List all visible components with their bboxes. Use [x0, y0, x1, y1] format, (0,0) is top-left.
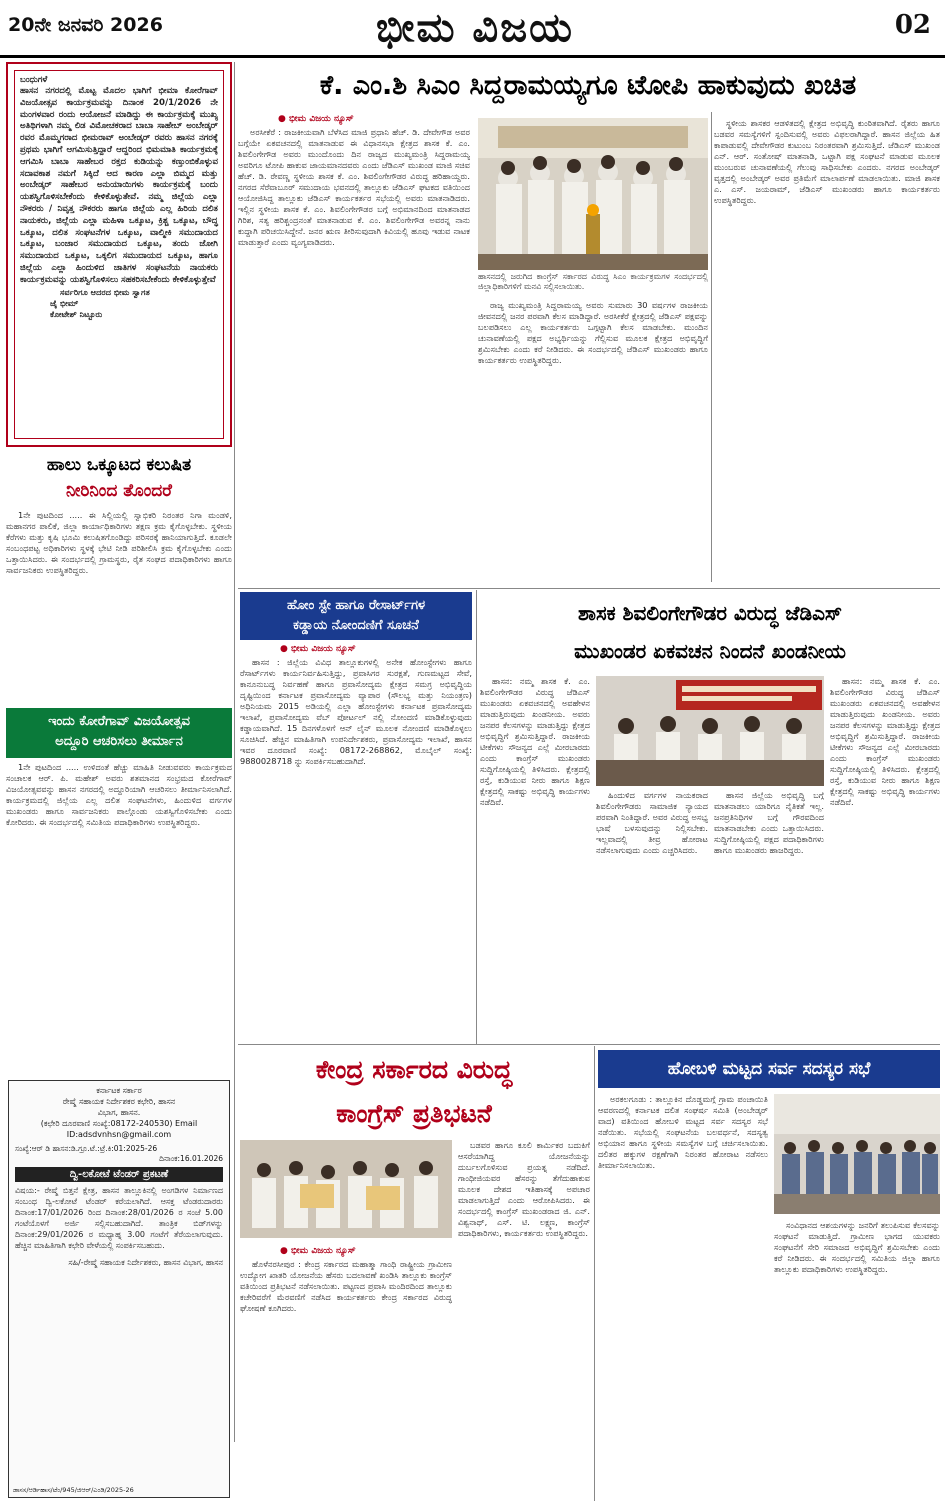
hobli-story-col1 — [598, 1094, 768, 1498]
section-divider — [238, 1044, 940, 1045]
main-col1-text: ಅರಸೀಕೆರೆ : ರಾಜಕೀಯವಾಗಿ ಬೆಳೆಸಿದ ಮಾಜಿ ಪ್ರಧಾನಿ ಹೆಚ್. ಡಿ. ದೇವೇಗೌಡ ಅವರ ಬಗ್ಗೆಯೇ ಏಕವಚನದಲ್ಲಿ ಮಾತನಾಡುವ ಈ ವಿಧಾನಸಭಾ ಕ್ಷೇತ್ರದ ಶಾಸಕ ಕೆ. ಎಂ. ಶಿವಲಿಂಗೇಗೌಡ ಅವರು ಮುಂದೊಂದು ದಿನ ರಾಜ್ಯದ ಮುಖ್ಯಮಂತ್ರಿ ಸಿದ್ದರಾಮಯ್ಯ ಅವರಿಗೂ ಟೋಪಿ ಹಾಕುವ ಜಾಯಮಾನದವರು ಎಂದು ಜೆಡಿಎಸ್ ಮುಖಂಡ ಮಾಜಿ ಸಚಿವ ಹೆಚ್. ಡಿ. ರೇವಣ್ಣ ಸ್ಥಳೀಯ ಶಾಸಕ ಕೆ. ಎಂ. ಶಿವಲಿಂಗೇಗೌಡರ ವಿರುದ್ಧ ಹರಿಹಾಯ್ದರು. ನಗರದ ಸೆರೆವಾಬೂರ್ ಸಮುದಾಯ ಭವನದಲ್ಲಿ ತಾಲ್ಲೂಕು ಜೆಡಿಎಸ್ ಘಟಕದ ವತಿಯಿಂದ ಆಯೋಜಿಸಿದ್ದ ತಾಲ್ಲೂಕು ಜೆಡಿಎಸ್ ಕಾರ್ಯಕರ್ತರ ಸಭೆಯಲ್ಲಿ ಅವರು ಮಾತನಾಡಿದರು. ಇಲ್ಲಿನ ಸ್ಥಳೀಯ ಶಾಸಕ ಕೆ. ಎಂ. ಶಿವಲಿಂಗೇಗೌಡರ ಬಗ್ಗೆ ಅಭಿಮಾನದಿಂದ ಮಾತನಾಡದ ಗಿರಿಶ, ಸತ್ಯ ಹರಿಶ್ಚಂದ್ರನಂತೆ ಮಾತನಾಡುವ ಕೆ. ಎಂ. ಶಿವಲಿಂಗೇಗೌಡ ಅವರನ್ನ ನಾನು ಕುದ್ದಾಗಿ ಪರಿಚಯಿಸಿದ್ದೇನೆ. ಜನರ ಋಣ ತೀರಿಸುವುದಾಗಿ ಕಿವಿಯಲ್ಲಿ ಹೂವು ಇಡುವ ನಾಟಕ ಮಾಡುತ್ತಾರೆ ಎಂದು ವ್ಯಂಗ್ಯವಾಡಿದರು. — [238, 127, 470, 247]
page-number: 02 — [894, 10, 931, 40]
tender-org-line3: ವಿಭಾಗ, ಹಾಸನ. — [97, 1108, 141, 1117]
tender-org-line1: ಕರ್ನಾಟಕ ಸರ್ಕಾರ — [96, 1086, 142, 1095]
homestay-byline: ● ಭೀಮ ವಿಜಯ ನ್ಯೂಸ್ — [280, 644, 356, 654]
tender-org-line2: ರೇಷ್ಮೆ ಸಹಾಯಕ ನಿರ್ದೇಶಕರ ಕಛೇರಿ, ಹಾಸನ — [62, 1097, 176, 1106]
hobli-col1-text: ಅರಕಲಗೂಡು : ತಾಲ್ಲೂಕಿನ ದೊಡ್ಡಮಗ್ಗೆ ಗ್ರಾಮ ಪಂಚಾಯಿತಿ ಆವರಣದಲ್ಲಿ ಕರ್ನಾಟಕ ದಲಿತ ಸಂಘರ್ಷ ಸಮಿತಿ (ಅಂಬೇಡ್ಕರ್ ವಾದ) ವತಿಯಿಂದ ಹೋಬಳಿ ಮಟ್ಟದ ಸರ್ವ ಸದಸ್ಯರ ಸಭೆ ನಡೆಯಿತು. ಸಭೆಯಲ್ಲಿ ಸಂಘಟನೆಯ ಬಲವರ್ಧನೆ, ಸದಸ್ಯತ್ವ ಅಭಿಯಾನ ಹಾಗೂ ಸ್ಥಳೀಯ ಸಮಸ್ಯೆಗಳ ಬಗ್ಗೆ ಚರ್ಚಿಸಲಾಯಿತು. ದಲಿತರ ಹಕ್ಕುಗಳ ರಕ್ಷಣೆಗಾಗಿ ನಿರಂತರ ಹೋರಾಟ ನಡೆಸಲು ತೀರ್ಮಾನಿಸಲಾಯಿತು. — [598, 1094, 768, 1170]
protest-photo-illustration — [240, 1140, 452, 1238]
hobli-headline-text: ಹೋಬಳಿ ಮಟ್ಟದ ಸರ್ವ ಸದಸ್ಯರ ಸಭೆ — [667, 1059, 871, 1079]
homestay-headline-line2: ಕಡ್ಡಾಯ ನೋಂದಣಿಗೆ ಸೂಚನೆ — [293, 618, 419, 633]
koregaon-body: 1ನೇ ಪುಟದಿಂದ ..... ಉಳಿದಂತೆ ಹೆಚ್ಚು ಮಾಹಿತಿ ನೀಡುವವರು ಕಾರ್ಯಕ್ರಮದ ಸಂಚಾಲಕ ಆರ್. ಪಿ. ಮಹೇಶ್ ಅವರು ಶತಮಾನದ ಸಂಭ್ರಮದ ಕೋರೆಗಾವ್ ವಿಜಯೋತ್ಸವವನ್ನು ಹಾಸನ ನಗರದಲ್ಲಿ ಅದ್ದೂರಿಯಾಗಿ ಆಚರಿಸಲು ತೀರ್ಮಾನಿಸಲಾಗಿದೆ. ಕಾರ್ಯಕ್ರಮದಲ್ಲಿ ಜಿಲ್ಲೆಯ ಎಲ್ಲ ದಲಿತ ಸಂಘಟನೆಗಳು, ಹಿಂದುಳಿದ ವರ್ಗಗಳ ಮುಖಂಡರು ಹಾಗೂ ಸಾರ್ವಜನಿಕರು ಪಾಲ್ಗೊಂಡು ಯಶಸ್ವಿಗೊಳಿಸಬೇಕು ಎಂದು ಕೋರಿದರು. ಈ ಸಂದರ್ಭದಲ್ಲಿ ಸಮಿತಿಯ ಪದಾಧಿಕಾರಿಗಳು ಉಪಸ್ಥಿತರಿದ್ದರು. — [6, 762, 232, 827]
notice-salutation: ಬಂಧುಗಳೆ — [20, 75, 48, 85]
main-story-photo — [478, 118, 708, 270]
homestay-headline-line1: ಹೋಂ ಸ್ಟೇ ಹಾಗೂ ರೇಸಾರ್ಟ್‌ಗಳ — [286, 598, 426, 613]
main-story-col2 — [478, 300, 708, 582]
hobli-col2-text: ಸಂವಿಧಾನದ ಆಶಯಗಳನ್ನು ಜನರಿಗೆ ತಲುಪಿಸುವ ಕೆಲಸವನ್ನು ಸಂಘಟನೆ ಮಾಡುತ್ತಿದೆ. ಗ್ರಾಮೀಣ ಭಾಗದ ಯುವಕರು ಸಂಘಟನೆಗೆ ಸೇರಿ ಸಮಾಜದ ಅಭಿವೃದ್ಧಿಗೆ ಶ್ರಮಿಸಬೇಕು ಎಂದು ಕರೆ ನೀಡಿದರು. ಈ ಸಂದರ್ಭದಲ್ಲಿ ಸಮಿತಿಯ ಜಿಲ್ಲಾ ಹಾಗೂ ತಾಲ್ಲೂಕು ಪದಾಧಿಕಾರಿಗಳು ಉಪಸ್ಥಿತರಿದ್ದರು. — [774, 1220, 940, 1274]
mla-col3-text: ಹಾಸನ ಜಿಲ್ಲೆಯ ಅಭಿವೃದ್ಧಿ ಬಗ್ಗೆ ಮಾತನಾಡಲು ಯಾರಿಗೂ ನೈತಿಕತೆ ಇಲ್ಲ. ಜನಪ್ರತಿನಿಧಿಗಳ ಬಗ್ಗೆ ಗೌರವದಿಂದ ಮಾತನಾಡಬೇಕು ಎಂದು ಒತ್ತಾಯಿಸಿದರು. ಸುದ್ದಿಗೋಷ್ಠಿಯಲ್ಲಿ ಪಕ್ಷದ ಪದಾಧಿಕಾರಿಗಳು ಹಾಗೂ ಮುಖಂಡರು ಹಾಜರಿದ್ದರು. — [714, 790, 824, 855]
notice-jaibhim: ಜೈ ಭೀಮ್ — [50, 297, 79, 308]
press-meet-photo-illustration — [596, 676, 824, 786]
tender-footer: ಡಾಸಸ/ಆರ್ಡಿಹಾಸ/ಟೆಂ/945/ಜಿಆರ್/ಎಂಡಿ/2025-26 — [13, 1486, 134, 1494]
mla-story-col3 — [714, 790, 824, 1042]
mla-story-photo — [596, 676, 824, 786]
protest-story-col1 — [240, 1244, 452, 1498]
koregaon-headline-banner — [6, 708, 232, 758]
protest-col2-text: ಬಡವರ ಹಾಗೂ ಕೂಲಿ ಕಾರ್ಮಿಕರ ಬದುಕಿಗೆ ಆಸರೆಯಾಗಿದ್ದ ಯೋಜನೆಯನ್ನು ದುರ್ಬಲಗೊಳಿಸುವ ಪ್ರಯತ್ನ ನಡೆದಿದೆ. ಗಾಂಧೀಜಿಯವರ ಹೆಸರನ್ನು ತೆಗೆದುಹಾಕುವ ಮೂಲಕ ದೇಶದ ಇತಿಹಾಸಕ್ಕೆ ಅಪಚಾರ ಮಾಡಲಾಗುತ್ತಿದೆ ಎಂದು ಆರೋಪಿಸಿದರು. ಈ ಸಂದರ್ಭದಲ್ಲಿ ಕಾಂಗ್ರೆಸ್ ಮುಖಂಡರಾದ ಜಿ. ಎನ್. ವಿಶ್ವನಾಥ್, ಎಸ್. ಟಿ. ಲಕ್ಷ್ಮಣ, ಕಾಂಗ್ರೆಸ್ ಪದಾಧಿಕಾರಿಗಳು, ಕಾರ್ಯಕರ್ತರು ಉಪಸ್ಥಿತರಿದ್ದರು. — [458, 1140, 590, 1238]
milk-body: 1ನೇ ಪುಟದಿಂದ ..... ಈ ಸಿಲ್ಲಿಯಲ್ಲಿ ಸ್ವಾಭಿಕರಿ ನಿರಂತರ ನಿಗಾ ಮಂಡಳಿ, ಮಹಾನಗರ ಪಾಲಿಕೆ, ಜಿಲ್ಲಾ ಕಾರ್ಯಾಧಿಕಾರಿಗಳು ತಕ್ಷಣ ಕ್ರಮ ಕೈಗೊಳ್ಳಬೇಕು. ಸ್ಥಳೀಯ ಕೆರೆಗಳು ಮತ್ತು ಕೃಷಿ ಭೂಮಿ ಕಲುಷಿತಗೊಂಡಿದ್ದು ಪರಿಸರಕ್ಕೆ ಹಾನಿಯಾಗುತ್ತಿದೆ. ಕೂಡಲೇ ಸಂಬಂಧಪಟ್ಟ ಅಧಿಕಾರಿಗಳು ಸ್ಥಳಕ್ಕೆ ಭೇಟಿ ನೀಡಿ ಪರಿಶೀಲಿಸಿ ಕ್ರಮ ಕೈಗೊಳ್ಳಬೇಕು ಎಂದು ಒತ್ತಾಯಿಸಿದರು. ಈ ಸಂದರ್ಭದಲ್ಲಿ ಗ್ರಾಮಸ್ಥರು, ರೈತ ಸಂಘದ ಪದಾಧಿಕಾರಿಗಳು ಹಾಗೂ ಸಾರ್ವಜನಿಕರು ಉಪಸ್ಥಿತರಿದ್ದರು. — [6, 510, 232, 575]
col-divider — [711, 112, 712, 582]
koregaon-story — [6, 762, 232, 1072]
notice-greeting: ಸರ್ವರಿಗೂ ಆದರದ ಭೀಮ ಸ್ವಾಗತ — [60, 286, 150, 297]
hobli-story-col2 — [774, 1220, 940, 1498]
homestay-story — [240, 642, 472, 1037]
mla-story-col4 — [830, 676, 940, 1042]
newspaper-title: ಭೀಮ ವಿಜಯ — [376, 4, 574, 51]
protest-col1-text: ಹೊಳೆನರಸೀಪುರ : ಕೇಂದ್ರ ಸರ್ಕಾರದ ಮಹಾತ್ಮಾ ಗಾಂಧಿ ರಾಷ್ಟ್ರೀಯ ಗ್ರಾಮೀಣ ಉದ್ಯೋಗ ಖಾತರಿ ಯೋಜನೆಯ ಹೆಸರು ಬದಲಾವಣೆ ಖಂಡಿಸಿ ತಾಲ್ಲೂಕು ಕಾಂಗ್ರೆಸ್ ವತಿಯಿಂದ ಪ್ರತಿಭಟನೆ ನಡೆಸಲಾಯಿತು. ಪಟ್ಟಣದ ಪ್ರವಾಸಿ ಮಂದಿರದಿಂದ ತಾಲ್ಲೂಕು ಕಚೇರಿವರೆಗೆ ಮೆರವಣಿಗೆ ನಡೆಸಿದ ಕಾರ್ಯಕರ್ತರು ಕೇಂದ್ರ ಸರ್ಕಾರದ ವಿರುದ್ಧ ಘೋಷಣೆ ಕೂಗಿದರು. — [240, 1259, 452, 1313]
tender-notice — [8, 1080, 230, 1498]
homestay-body: ಹಾಸನ : ಜಿಲ್ಲೆಯ ವಿವಿಧ ತಾಲ್ಲೂಕುಗಳಲ್ಲಿ ಅನೇಕ ಹೋಂಸ್ಟೇಗಳು ಹಾಗೂ ರೆಸಾರ್ಟ್‌ಗಳು ಕಾರ್ಯನಿರ್ವಹಿಸುತ್ತಿದ್ದು, ಪ್ರವಾಸಿಗರ ಸುರಕ್ಷತೆ, ಗುಣಮಟ್ಟದ ಸೇವೆ, ಕಾನೂನುಬದ್ಧ ನಿರ್ವಹಣೆ ಹಾಗೂ ಪ್ರವಾಸೋದ್ಯಮ ಕ್ಷೇತ್ರದ ಸಮಗ್ರ ಅಭಿವೃದ್ಧಿಯ ದೃಷ್ಟಿಯಿಂದ ಕರ್ನಾಟಕ ಪ್ರವಾಸೋದ್ಯಮ ವ್ಯಾಪಾರ (ಸೌಲಭ್ಯ ಮತ್ತು ನಿಯಂತ್ರಣ) ಅಧಿನಿಯಮ 2015 ಅಡಿಯಲ್ಲಿ ಎಲ್ಲಾ ಹೋಂಸ್ಟೇಗಳು ಕರ್ನಾಟಕ ಪ್ರವಾಸೋದ್ಯಮ ಇಲಾಖೆ, ಪ್ರವಾಸೋದ್ಯಮ ವೆಬ್ ಪೋರ್ಟಲ್ ನಲ್ಲಿ ನೋಂದಣಿ ಮಾಡಿಕೊಳ್ಳುವುದು ಕಡ್ಡಾಯವಾಗಿದೆ. 15 ದಿನಗಳೊಳಗೆ ಆನ್ ಲೈನ್ ಮೂಲಕ ನೋಂದಣಿ ಮಾಡಿಕೊಳ್ಳಲು ಸೂಚಿಸಿದೆ. ಹೆಚ್ಚಿನ ಮಾಹಿತಿಗಾಗಿ ಉಪನಿರ್ದೇಶಕರು, ಪ್ರವಾಸೋದ್ಯಮ ಇಲಾಖೆ, ಹಾಸನ ಇವರ ದೂರವಾಣಿ ಸಂಖ್ಯೆ: 08172-268862, ಮೊಬೈಲ್ ಸಂಖ್ಯೆ: 9880028718 ನ್ನು ಸಂಪರ್ಕಿಸಬಹುದಾಗಿದೆ. — [240, 657, 472, 766]
protest-headline-line1: ಕೇಂದ್ರ ಸರ್ಕಾರದ ವಿರುದ್ಧ — [315, 1055, 513, 1084]
mla-col1-text: ಹಾಸನ: ನಮ್ಮ ಶಾಸಕ ಕೆ. ಎಂ. ಶಿವಲಿಂಗೇಗೌಡರ ವಿರುದ್ಧ ಜೆಡಿಎಸ್ ಮುಖಂಡರು ಏಕವಚನದಲ್ಲಿ ಅವಹೇಳನ ಮಾಡುತ್ತಿರುವುದು ಖಂಡನೀಯ. ಅವರು ಜನಪರ ಕೆಲಸಗಳನ್ನು ಮಾಡುತ್ತಿದ್ದು ಕ್ಷೇತ್ರದ ಅಭಿವೃದ್ಧಿಗೆ ಶ್ರಮಿಸುತ್ತಿದ್ದಾರೆ. ರಾಜಕೀಯ ಟೀಕೆಗಳು ಸೌಜನ್ಯದ ಎಲ್ಲೆ ಮೀರಬಾರದು ಎಂದು ಕಾಂಗ್ರೆಸ್ ಮುಖಂಡರು ಸುದ್ದಿಗೋಷ್ಠಿಯಲ್ಲಿ ತಿಳಿಸಿದರು. ಕ್ಷೇತ್ರದಲ್ಲಿ ರಸ್ತೆ, ಕುಡಿಯುವ ನೀರು ಹಾಗೂ ಶಿಕ್ಷಣ ಕ್ಷೇತ್ರದಲ್ಲಿ ಸಾಕಷ್ಟು ಅಭಿವೃದ್ಧಿ ಕಾರ್ಯಗಳು ನಡೆದಿವೆ. — [480, 676, 590, 807]
col-divider — [476, 590, 477, 1044]
main-photo-caption: ಹಾಸನದಲ್ಲಿ ಜರುಗಿದ ಕಾಂಗ್ರೆಸ್ ಸರ್ಕಾರದ ವಿರುದ್ಧ ಸಿಎಂ ಕಾರ್ಯಕ್ರಮಗಳ ಸಂದರ್ಭದಲ್ಲಿ ಜಿಲ್ಲಾಧಿಕಾರಿಗಳಿಗೆ ಮನವಿ ಸಲ್ಲಿಸಲಾಯಿತು. — [478, 272, 708, 291]
notice-body: ಹಾಸನ ನಗರದಲ್ಲಿ ಮೊಟ್ಟ ಮೊದಲ ಭಾಗಿಗೆ ಭೀಮಾ ಕೋರೆಗಾವ್ ವಿಜಯೋತ್ಸವ ಕಾರ್ಯಕ್ರಮವನ್ನು ದಿನಾಂಕ 20/1/2026 ನೇ ಮಂಗಳವಾರ ರಂದು ಆಯೋಜನೆ ಮಾಡಿದ್ದು ಈ ಕಾರ್ಯಕ್ರಮಕ್ಕೆ ಮುಖ್ಯ ಅತಿಥಿಗಳಾಗಿ ನಮ್ಮ ಲಿಡ ವಿಮೋಚಕರಾದ ಬಾಬಾ ಸಾಹೇಬ್ ಅಂಬೇಡ್ಕರ್ ರವರ ಮೊಮ್ಮಗರಾದ ಭೀಮರಾವ್ ಅಂಬೇಡ್ಕರ್ ರವರು ಹಾಸನ ನಗರಕ್ಕೆ ಪ್ರಥಮ ಭಾಗಿಗೆ ಆಗಮಿಸುತ್ತಿದ್ದಾರೆ ಆದ್ದರಿಂದ ಭಿಮಮಾತಿ ಕಾರ್ಯಕ್ರಮಕ್ಕೆ ಆಗಮಿಸಿ ಬಾಬಾ ಸಾಹೇಬರ ರಕ್ತದ ಕುಡಿಯನ್ನು ಕಣ್ತುಂಬಿಕೊಳ್ಳುವ ಸದಾವಕಾಶ ನಮಗೆ ಸಿಕ್ಕಿದೆ ಆದ ಕಾರಣ ಎಲ್ಲಾ ಬಿಮ್ಮದ ಮತ್ತು ಅಂಬೇಡ್ಕರ್ ಸಾಹೇಬರ ಅನುಯಾಯಿಗಳು ಕಾರ್ಯಕ್ರಮಕ್ಕೆ ಬಂದು ಯಶಸ್ವಿಗೊಳಿಸಬೇಕೆಂದು ಕೇಳಿಕೊಳ್ಳುತೇವೆ. ನಮ್ಮ ಜಿಲ್ಲೆಯ ಎಲ್ಲಾ ನೌಕರರು / ನಿವೃತ್ತ ನೌಕರರು ಹಾಗೂ ಜಿಲ್ಲೆಯ ಎಲ್ಲ ಹಿರಿಯ ದಲಿತ ನಾಯಕರು, ಜಿಲ್ಲೆಯ ಎಲ್ಲಾ ಮಹಿಳಾ ಒಕ್ಕೂಟ, ಕ್ರಿಶ್ಚ ಒಕ್ಕೂಟ, ಬೌದ್ಧ ಒಕ್ಕೂಟ, ದಲಿತ ಸಂಘಟನೆಗಳ ಒಕ್ಕೂಟ, ವಾಲ್ಮೀಕಿ ಸಮುದಾಯದ ಒಕ್ಕೂಟ, ಬಂಜಾರ ಸಮುದಾಯದ ಒಕ್ಕೂಟ, ತಂದು ಜೋಗಿ ಸಮುದಾಯದ ಒಕ್ಕೂಟ, ಒಕ್ಕಲಿಗ ಸಮುದಾಯದ ಒಕ್ಕೂಟ, ಹಾಗೂ ಜಿಲ್ಲೆಯ ಎಲ್ಲಾ ಹಿಂದುಳಿದ ಜಾತಿಗಳ ಸಂಘಟನೆಯ ನಾಯಕರು ಕಾರ್ಯಕ್ರಮವನ್ನು ಯಶಸ್ವಿಗೊಳಿಸಲು ಸಹಕರಿಸಬೇಕೆಂದು ಕೇಳಿಕೊಳ್ಳುತ್ತೇವೆ — [20, 86, 218, 285]
protest-story-photo — [240, 1140, 452, 1238]
main-col3-text: ಸ್ಥಳೀಯ ಶಾಸಕರ ಆಡಳಿತದಲ್ಲಿ ಕ್ಷೇತ್ರದ ಅಭಿವೃದ್ಧಿ ಕುಂಠಿತವಾಗಿದೆ. ರೈತರು ಹಾಗೂ ಬಡವರ ಸಮಸ್ಯೆಗಳಿಗೆ ಸ್ಪಂದಿಸುವಲ್ಲಿ ಅವರು ವಿಫಲರಾಗಿದ್ದಾರೆ. ಹಾಸನ ಜಿಲ್ಲೆಯ ಹಿತ ಕಾಪಾಡುವಲ್ಲಿ ದೇವೇಗೌಡರ ಕುಟುಂಬ ನಿರಂತರವಾಗಿ ಶ್ರಮಿಸುತ್ತಿದೆ. ಜೆಡಿಎಸ್ ಮುಖಂಡ ಎನ್. ಆರ್. ಸಂತೋಷ್ ಮಾತನಾಡಿ, ಒಟ್ಟಾಗಿ ಪಕ್ಷ ಸಂಘಟನೆ ಮಾಡುವ ಮೂಲಕ ಮುಂಬರುವ ಚುನಾವಣೆಯಲ್ಲಿ ಗೆಲುವು ಸಾಧಿಸಬೇಕು ಎಂದರು. ನಗರದ ಅಂಬೇಡ್ಕರ್ ವೃತ್ತದಲ್ಲಿ ಅಂಬೇಡ್ಕರ್ ಅವರ ಪ್ರತಿಮೆಗೆ ಮಾಲಾರ್ಪಣೆ ಮಾಡಲಾಯಿತು. ಮಾಜಿ ಶಾಸಕ ಎ. ಎಸ್. ಜಯರಾಮ್, ಜೆಡಿಎಸ್ ಮುಖಂಡರು ಹಾಗೂ ಕಾರ್ಯಕರ್ತರು ಉಪಸ್ಥಿತರಿದ್ದರು. — [714, 118, 940, 205]
mla-col2-text: ಹಿಂದುಳಿದ ವರ್ಗಗಳ ನಾಯಕರಾದ ಶಿವಲಿಂಗೇಗೌಡರು ಸಾಮಾಜಿಕ ನ್ಯಾಯದ ಪರವಾಗಿ ನಿಂತಿದ್ದಾರೆ. ಅವರ ವಿರುದ್ಧ ಅಸಭ್ಯ ಭಾಷೆ ಬಳಸುವುದನ್ನು ನಿಲ್ಲಿಸಬೇಕು. ಇಲ್ಲವಾದಲ್ಲಿ ತೀವ್ರ ಹೋರಾಟ ನಡೆಸಲಾಗುವುದು ಎಂದು ಎಚ್ಚರಿಸಿದರು. — [596, 790, 708, 855]
hobli-story-photo — [774, 1094, 940, 1214]
hobli-headline-banner — [598, 1050, 940, 1088]
mla-headline-line2: ಮುಖಂಡರ ಏಕವಚನ ನಿಂದನೆ ಖಂಡನೀಯ — [574, 639, 846, 663]
tender-ref: ಸಂಖ್ಯೆ:ಆರ್ ಡಿ ಹಾಸನ:ಡಿ.ಗ್ರೂ.ಟೆ.:ಟ್ರೆ.ಕಿ:01:2025-26 — [15, 1144, 158, 1153]
milk-headline-line1: ಹಾಲು ಒಕ್ಕೂಟದ ಕಲುಷಿತ — [46, 455, 192, 475]
protest-story-headline — [238, 1048, 590, 1136]
mla-headline-line1: ಶಾಸಕ ಶಿವಲಿಂಗೇಗೌಡರ ವಿರುದ್ಧ ಜೆಡಿಎಸ್ — [577, 601, 843, 625]
main-byline: ● ಭೀಮ ವಿಜಯ ನ್ಯೂಸ್ — [278, 114, 354, 124]
mla-col4-text: ಹಾಸನ: ನಮ್ಮ ಶಾಸಕ ಕೆ. ಎಂ. ಶಿವಲಿಂಗೇಗೌಡರ ವಿರುದ್ಧ ಜೆಡಿಎಸ್ ಮುಖಂಡರು ಏಕವಚನದಲ್ಲಿ ಅವಹೇಳನ ಮಾಡುತ್ತಿರುವುದು ಖಂಡನೀಯ. ಅವರು ಜನಪರ ಕೆಲಸಗಳನ್ನು ಮಾಡುತ್ತಿದ್ದು ಕ್ಷೇತ್ರದ ಅಭಿವೃದ್ಧಿಗೆ ಶ್ರಮಿಸುತ್ತಿದ್ದಾರೆ. ರಾಜಕೀಯ ಟೀಕೆಗಳು ಸೌಜನ್ಯದ ಎಲ್ಲೆ ಮೀರಬಾರದು ಎಂದು ಕಾಂಗ್ರೆಸ್ ಮುಖಂಡರು ಸುದ್ದಿಗೋಷ್ಠಿಯಲ್ಲಿ ತಿಳಿಸಿದರು. ಕ್ಷೇತ್ರದಲ್ಲಿ ರಸ್ತೆ, ಕುಡಿಯುವ ನೀರು ಹಾಗೂ ಶಿಕ್ಷಣ ಕ್ಷೇತ್ರದಲ್ಲಿ ಸಾಕಷ್ಟು ಅಭಿವೃದ್ಧಿ ಕಾರ್ಯಗಳು ನಡೆದಿವೆ. — [830, 676, 940, 807]
masthead-bar — [0, 0, 945, 58]
notice-signatory: ಕೋಟೇಶ್ ನಿಟ್ಟೂರು — [50, 308, 103, 319]
notice-box — [6, 62, 232, 447]
col-divider — [594, 1046, 595, 1501]
tender-title: ದ್ವಿ-ಲಕೋಟೆ ಟೆಂಡರ್ ಪ್ರಕಟಣೆ — [15, 1167, 223, 1182]
milk-headline-line2: ನೀರಿನಿಂದ ತೊಂದರೆ — [66, 481, 172, 501]
mla-story-col1 — [480, 676, 590, 1042]
tender-email: ID:adsdvnhsn@gmail.com — [66, 1130, 172, 1139]
main-story-col3 — [714, 118, 940, 582]
mla-story-col2 — [596, 790, 708, 1042]
protest-headline-line2: ಕಾಂಗ್ರೆಸ್ ಪ್ರತಿಭಟನೆ — [336, 1099, 492, 1128]
tender-body: ವಿಷಯ:- ರೇಷ್ಮೆ ಬಿತ್ತನೆ ಕ್ಷೇತ್ರ, ಹಾಸನ ತಾಲ್ಲೂಕಿನಲ್ಲಿ ಅಂಗಡಿಗಳ ನಿರ್ಮಾಣದ ಸಂಬಂಧ ದ್ವಿ-ಲಕೋಟೆ ಟೆಂಡರ್ ಕರೆಯಲಾಗಿದೆ. ಆಸಕ್ತ ಟೆಂಡರುದಾರರು ದಿನಾಂಕ:17/01/2026 ರಿಂದ ದಿನಾಂಕ:28/01/2026 ರ ಸಂಜೆ 5.00 ಗಂಟೆಯೊಳಗೆ ಅರ್ಜಿ ಸಲ್ಲಿಸಬಹುದಾಗಿದೆ. ತಾಂತ್ರಿಕ ಬಿಡ್‌ಗಳನ್ನು ದಿನಾಂಕ:29/01/2026 ರ ಮಧ್ಯಾಹ್ನ 3.00 ಗಂಟೆಗೆ ತೆರೆಯಲಾಗುವುದು. ಹೆಚ್ಚಿನ ಮಾಹಿತಿಗಾಗಿ ಕಛೇರಿ ವೇಳೆಯಲ್ಲಿ ಸಂಪರ್ಕಿಸಬಹುದು. — [15, 1186, 223, 1250]
tender-phone: (ಕಛೇರಿ ದೂರವಾಣಿ ಸಂಖ್ಯೆ:08172-240530) Email — [40, 1119, 198, 1128]
mla-story-headline — [480, 594, 940, 672]
ceremony-photo-illustration — [478, 118, 708, 270]
koregaon-headline-line2: ಅದ್ದೂರಿ ಆಚರಿಸಲು ತೀರ್ಮಾನ — [55, 734, 183, 749]
protest-story-col2 — [458, 1140, 590, 1498]
milk-story — [6, 452, 232, 702]
section-divider — [238, 588, 940, 589]
protest-byline: ● ಭೀಮ ವಿಜಯ ನ್ಯೂಸ್ — [280, 1246, 356, 1256]
col-divider — [234, 62, 235, 1442]
tender-signature: ಸಹಿ/-ರೇಷ್ಮೆ ಸಹಾಯಕ ನಿರ್ದೇಶಕರು, ಹಾಸನ ವಿಭಾಗ, ಹಾಸನ — [68, 1258, 223, 1267]
tender-date: ದಿನಾಂಕ:16.01.2026 — [159, 1154, 223, 1163]
koregaon-headline-line1: ಇಂದು ಕೋರೆಗಾವ್ ವಿಜಯೋತ್ಸವ — [48, 714, 190, 729]
meeting-photo-illustration — [774, 1094, 940, 1214]
issue-date: 20ನೇ ಜನವರಿ 2026 — [8, 14, 163, 36]
main-story-col1 — [238, 112, 470, 582]
homestay-headline-banner — [240, 592, 472, 640]
main-col2-text: ರಾಜ್ಯ ಮುಖ್ಯಮಂತ್ರಿ ಸಿದ್ದರಾಮಯ್ಯ ಅವರು ಸುಮಾರು 30 ವರ್ಷಗಳ ರಾಜಕೀಯ ಜೀವನದಲ್ಲಿ ಜನರ ಪರವಾಗಿ ಕೆಲಸ ಮಾಡಿದ್ದಾರೆ. ಅರಸೀಕೆರೆ ಕ್ಷೇತ್ರದಲ್ಲಿ ಜೆಡಿಎಸ್ ಪಕ್ಷವನ್ನು ಬಲಪಡಿಸಲು ಎಲ್ಲ ಕಾರ್ಯಕರ್ತರು ಒಗ್ಗಟ್ಟಾಗಿ ಕೆಲಸ ಮಾಡಬೇಕು. ಮುಂದಿನ ಚುನಾವಣೆಯಲ್ಲಿ ಪಕ್ಷದ ಅಭ್ಯರ್ಥಿಯನ್ನು ಗೆಲ್ಲಿಸುವ ಮೂಲಕ ಕ್ಷೇತ್ರದ ಅಭಿವೃದ್ಧಿಗೆ ಶ್ರಮಿಸಬೇಕು ಎಂದು ಕರೆ ನೀಡಿದರು. ಈ ಸಂದರ್ಭದಲ್ಲಿ ಜೆಡಿಎಸ್ ಮುಖಂಡರು ಹಾಗೂ ಕಾರ್ಯಕರ್ತರು ಉಪಸ್ಥಿತರಿದ್ದರು. — [478, 300, 708, 365]
main-headline-text: ಕೆ. ಎಂ.ಶಿ ಸಿಎಂ ಸಿದ್ದರಾಮಯ್ಯಗೂ ಟೋಪಿ ಹಾಕುವುದು ಖಚಿತ — [319, 70, 857, 101]
main-story-headline — [238, 64, 938, 108]
